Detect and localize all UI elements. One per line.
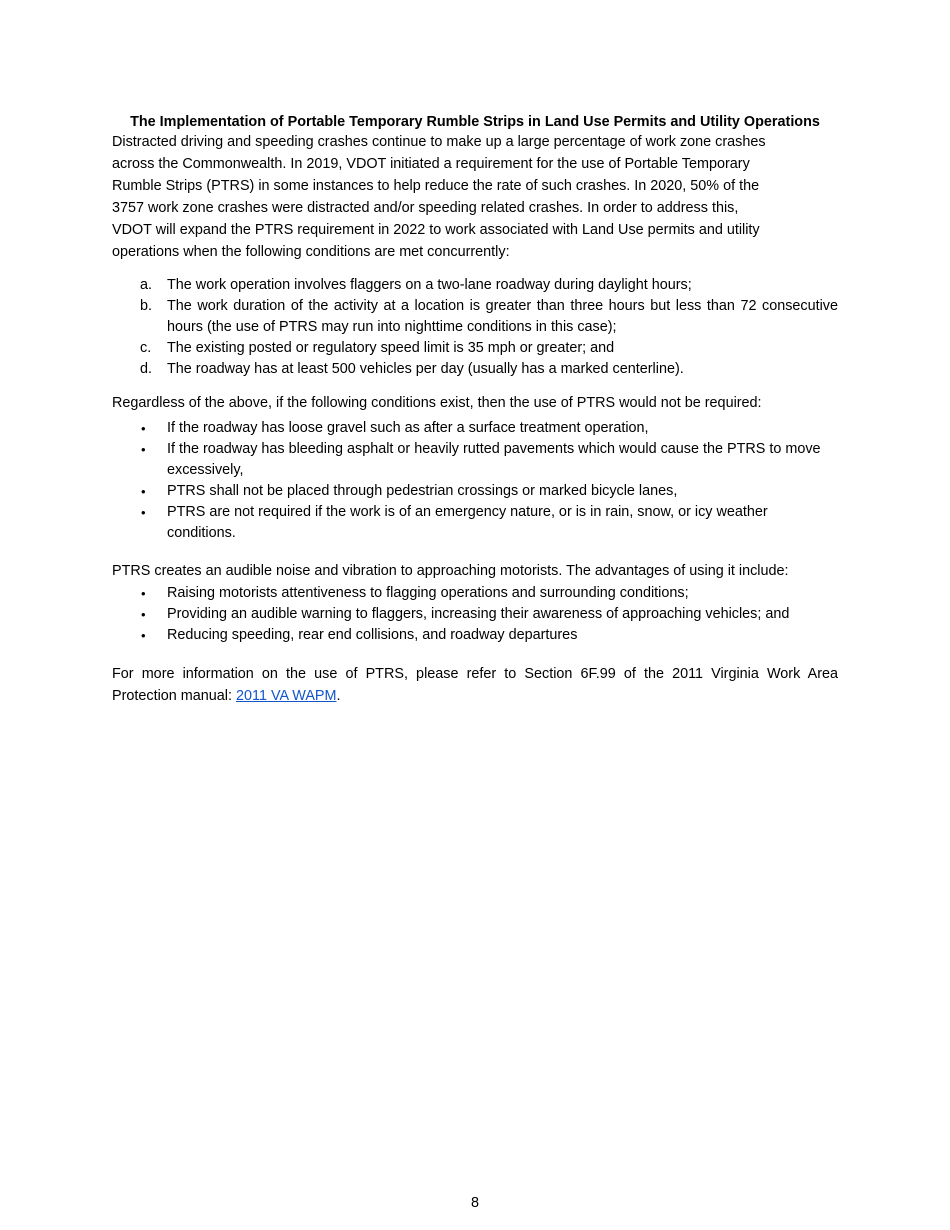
list-marker: c.: [140, 340, 152, 356]
bullet-icon: •: [141, 421, 146, 436]
list-item: [112, 625, 838, 646]
more-info-paragraph: [112, 663, 838, 707]
exceptions-list: [112, 418, 838, 544]
list-marker: d.: [140, 361, 153, 377]
list-item-text: PTRS shall not be placed through pedestrian crossings or marked bicycle lanes,: [167, 483, 678, 499]
list-marker: b.: [140, 298, 153, 314]
list-item-text: The existing posted or regulatory speed limit is 35 mph or greater; and: [167, 340, 615, 356]
list-item-text: If the roadway has bleeding asphalt or heavily rutted pavements which would cause the PTRS to move excessively,: [167, 441, 821, 478]
more-info-line: For more information on the use of PTRS, please refer to Section 6F.99 of the 2011 Virginia Work Area: [112, 666, 838, 682]
list-item-text: PTRS are not required if the work is of an emergency nature, or is in rain, snow, or icy weather conditions.: [167, 504, 768, 541]
list-item: [112, 439, 838, 481]
intro-line: Rumble Strips (PTRS) in some instances to help reduce the rate of such crashes. In 2020, 50% of the: [112, 178, 760, 194]
list-item-text: If the roadway has loose gravel such as after a surface treatment operation,: [167, 420, 649, 436]
list-item-text: The work operation involves flaggers on a two-lane roadway during daylight hours;: [167, 277, 692, 293]
list-item: [112, 604, 838, 625]
list-item-text: Providing an audible warning to flaggers, increasing their awareness of approaching vehicles; and: [167, 606, 790, 622]
exceptions-intro: Regardless of the above, if the following conditions exist, then the use of PTRS would not be required:: [112, 395, 762, 411]
conditions-list: [112, 275, 838, 380]
bullet-icon: •: [141, 607, 146, 622]
document-title: The Implementation of Portable Temporary Rumble Strips in Land Use Permits and Utility Operations: [130, 114, 820, 130]
bullet-icon: •: [141, 628, 146, 643]
intro-line: operations when the following conditions are met concurrently:: [112, 244, 510, 260]
intro-line: 3757 work zone crashes were distracted and/or speeding related crashes. In order to address this,: [112, 200, 739, 216]
wapm-link[interactable]: 2011 VA WAPM: [236, 688, 337, 704]
bullet-icon: •: [141, 586, 146, 601]
list-item: [112, 275, 838, 296]
more-info-prefix: Protection manual:: [112, 688, 236, 704]
list-item: [112, 296, 838, 338]
list-item: [112, 338, 838, 359]
list-item: [112, 583, 838, 604]
list-item-text: The roadway has at least 500 vehicles per day (usually has a marked centerline).: [167, 361, 684, 377]
list-item: [112, 359, 838, 380]
advantages-list: [112, 583, 838, 646]
bullet-icon: •: [141, 484, 146, 499]
list-item: [112, 502, 838, 544]
bullet-icon: •: [141, 442, 146, 457]
advantages-intro: PTRS creates an audible noise and vibration to approaching motorists. The advantages of using it include:: [112, 563, 789, 579]
more-info-suffix: .: [336, 688, 341, 704]
list-item: [112, 418, 838, 439]
bullet-icon: •: [141, 505, 146, 520]
intro-line: Distracted driving and speeding crashes continue to make up a large percentage of work zone crashes: [112, 134, 766, 150]
list-item-text: Raising motorists attentiveness to flagging operations and surrounding conditions;: [167, 585, 689, 601]
list-marker: a.: [140, 277, 153, 293]
list-item-text: Reducing speeding, rear end collisions, and roadway departures: [167, 627, 578, 643]
intro-paragraph: [112, 131, 838, 263]
intro-line: VDOT will expand the PTRS requirement in 2022 to work associated with Land Use permits and utility: [112, 222, 760, 238]
page-number: 8: [470, 1195, 479, 1211]
list-item-text: The work duration of the activity at a location is greater than three hours but less than 72 consecutive hours (the use of PTRS may run into nighttime conditions in this case);: [167, 298, 838, 335]
intro-line: across the Commonwealth. In 2019, VDOT initiated a requirement for the use of Portable Temporary: [112, 156, 750, 172]
list-item: [112, 481, 838, 502]
page-content: [112, 113, 838, 707]
